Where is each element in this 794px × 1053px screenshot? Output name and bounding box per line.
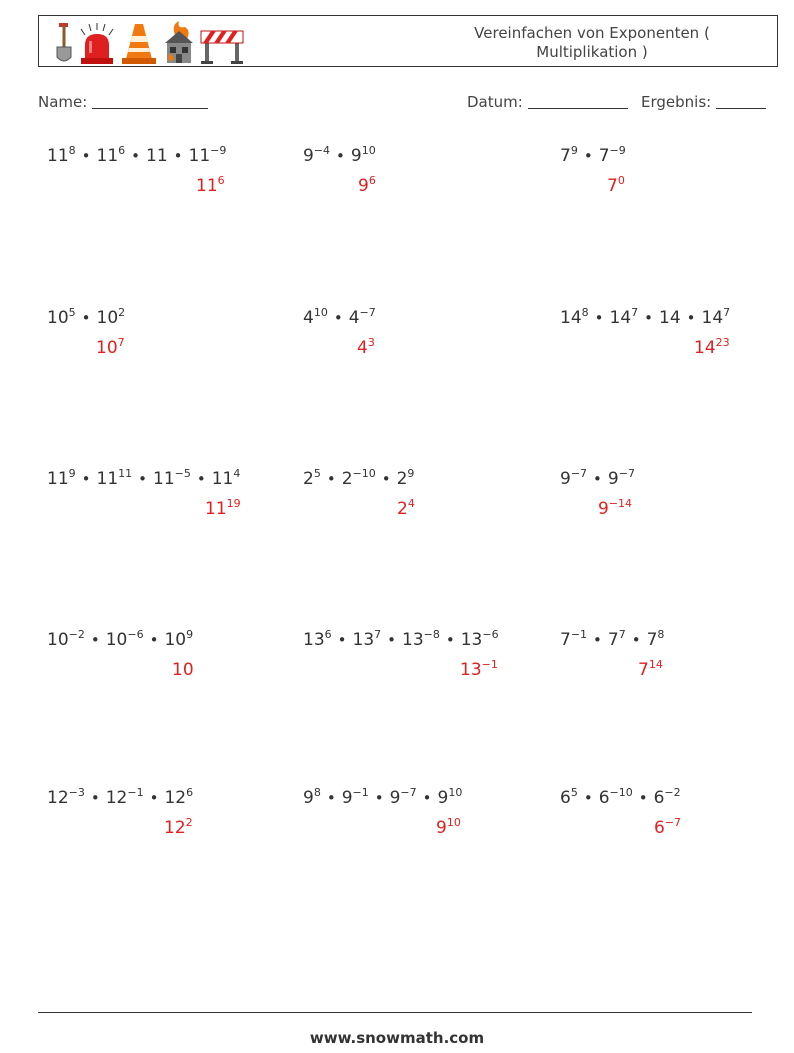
multiply-dot: • bbox=[90, 631, 100, 649]
answer-base: 9 bbox=[358, 176, 369, 196]
term-base: 9 bbox=[303, 788, 314, 808]
answer-exponent: 4 bbox=[407, 497, 415, 510]
term-exponent: 9 bbox=[570, 144, 578, 157]
problem-expression bbox=[560, 308, 730, 328]
term-exponent: 5 bbox=[570, 786, 578, 799]
answer-base: 4 bbox=[357, 338, 368, 358]
term-base: 6 bbox=[598, 788, 610, 808]
answer-exponent: −7 bbox=[664, 816, 682, 829]
term-base: 4 bbox=[348, 308, 360, 328]
answer-exponent: 23 bbox=[715, 336, 730, 349]
multiply-dot: • bbox=[631, 631, 641, 649]
term-exponent: 9 bbox=[68, 467, 76, 480]
term-base: 11 bbox=[211, 469, 234, 489]
term-exponent: 6 bbox=[186, 786, 194, 799]
answer-base: 7 bbox=[638, 660, 649, 680]
multiply-dot: • bbox=[336, 147, 345, 165]
answer-base: 10 bbox=[96, 338, 118, 358]
term-exponent: 5 bbox=[68, 306, 76, 319]
term-base: 10 bbox=[164, 630, 187, 650]
answer-expression bbox=[358, 176, 376, 196]
term-base: 13 bbox=[352, 630, 375, 650]
problem-expression bbox=[47, 308, 125, 328]
term-base: 11 bbox=[96, 469, 119, 489]
term-exponent: −2 bbox=[664, 786, 681, 799]
term-exponent: 8 bbox=[581, 306, 589, 319]
answer-exponent: −1 bbox=[481, 658, 498, 671]
burning-house-icon bbox=[161, 21, 197, 65]
answer-base: 9 bbox=[598, 499, 609, 519]
name-field bbox=[38, 93, 208, 111]
answer-expression bbox=[460, 660, 498, 680]
problem-expression bbox=[47, 788, 193, 808]
name-line[interactable] bbox=[92, 94, 208, 109]
answer-base: 2 bbox=[397, 499, 408, 519]
problem-expression bbox=[560, 630, 664, 650]
problem-expression bbox=[560, 146, 626, 166]
term-base: 10 bbox=[105, 630, 128, 650]
multiply-dot: • bbox=[333, 309, 343, 327]
term-base: 7 bbox=[560, 146, 571, 166]
term-exponent: −9 bbox=[609, 144, 626, 157]
answer-exponent: 0 bbox=[617, 174, 625, 187]
term-base: 14 bbox=[560, 308, 582, 328]
answer-expression bbox=[172, 660, 194, 680]
multiply-dot: • bbox=[387, 631, 396, 649]
multiply-dot: • bbox=[374, 789, 384, 807]
answer-expression bbox=[397, 499, 415, 519]
answer-expression bbox=[436, 818, 461, 838]
term-base: 12 bbox=[105, 788, 128, 808]
answer-exponent: 2 bbox=[185, 816, 193, 829]
problem-expression bbox=[303, 146, 376, 166]
problem-expression bbox=[47, 146, 226, 166]
answer-exponent: 6 bbox=[368, 174, 376, 187]
multiply-dot: • bbox=[638, 789, 648, 807]
multiply-dot: • bbox=[337, 631, 347, 649]
term-exponent: −10 bbox=[609, 786, 633, 799]
date-label: Datum: bbox=[467, 93, 523, 111]
term-base: 6 bbox=[653, 788, 665, 808]
multiply-dot: • bbox=[326, 789, 336, 807]
term-exponent: −7 bbox=[618, 467, 635, 480]
term-exponent: −10 bbox=[352, 467, 376, 480]
multiply-dot: • bbox=[381, 470, 391, 488]
term-exponent: 8 bbox=[657, 628, 665, 641]
term-exponent: 7 bbox=[631, 306, 639, 319]
multiply-dot: • bbox=[445, 631, 455, 649]
multiply-dot: • bbox=[593, 631, 602, 649]
answer-expression bbox=[357, 338, 375, 358]
multiply-dot: • bbox=[583, 147, 593, 165]
multiply-dot: • bbox=[583, 789, 593, 807]
term-base: 9 bbox=[341, 788, 353, 808]
term-exponent: 6 bbox=[118, 144, 126, 157]
answer-base: 9 bbox=[436, 818, 447, 838]
term-exponent: −5 bbox=[174, 467, 191, 480]
term-exponent: 6 bbox=[324, 628, 332, 641]
worksheet-title: Vereinfachen von Exponenten ( Multiplikation ) bbox=[474, 24, 710, 61]
answer-exponent: 7 bbox=[117, 336, 125, 349]
multiply-dot: • bbox=[686, 309, 696, 327]
term-exponent: −7 bbox=[570, 467, 588, 480]
multiply-dot: • bbox=[81, 147, 91, 165]
term-exponent: 2 bbox=[118, 306, 126, 319]
term-base: 10 bbox=[96, 308, 119, 328]
answer-expression bbox=[205, 499, 241, 519]
answer-exponent: 3 bbox=[367, 336, 375, 349]
footer-url: www.snowmath.com bbox=[309, 1029, 485, 1047]
term-base: 7 bbox=[598, 146, 610, 166]
term-exponent: 5 bbox=[313, 467, 321, 480]
multiply-dot: • bbox=[138, 470, 147, 488]
answer-expression bbox=[607, 176, 625, 196]
answer-base: 12 bbox=[164, 818, 186, 838]
traffic-cone-icon bbox=[119, 21, 159, 65]
answer-base: 10 bbox=[172, 660, 194, 680]
problem-expression bbox=[303, 630, 499, 650]
answer-base: 11 bbox=[196, 176, 218, 196]
term-base: 14 bbox=[609, 308, 632, 328]
term-base: 11 bbox=[153, 469, 175, 489]
term-exponent: 4 bbox=[233, 467, 241, 480]
term-exponent: −7 bbox=[400, 786, 417, 799]
term-base: 2 bbox=[341, 469, 353, 489]
problem-expression bbox=[560, 788, 681, 808]
term-base: 14 bbox=[659, 308, 681, 328]
answer-expression bbox=[694, 338, 730, 358]
term-base: 11 bbox=[188, 146, 211, 166]
road-barrier-icon bbox=[199, 21, 245, 65]
problem-expression bbox=[303, 788, 462, 808]
multiply-dot: • bbox=[594, 309, 604, 327]
result-field bbox=[641, 93, 766, 111]
term-exponent: −2 bbox=[68, 628, 85, 641]
term-exponent: 10 bbox=[448, 786, 463, 799]
term-exponent: −9 bbox=[210, 144, 227, 157]
term-exponent: 10 bbox=[361, 144, 376, 157]
term-base: 9 bbox=[389, 788, 401, 808]
term-base: 2 bbox=[303, 469, 314, 489]
answer-base: 11 bbox=[205, 499, 227, 519]
answer-exponent: 19 bbox=[226, 497, 241, 510]
answer-exponent: −14 bbox=[608, 497, 633, 510]
answer-base: 13 bbox=[460, 660, 482, 680]
shovel-icon bbox=[53, 21, 75, 65]
answer-expression bbox=[638, 660, 663, 680]
term-base: 11 bbox=[47, 469, 69, 489]
answer-expression bbox=[96, 338, 125, 358]
term-base: 6 bbox=[560, 788, 571, 808]
term-exponent: −1 bbox=[352, 786, 369, 799]
term-base: 9 bbox=[303, 146, 314, 166]
term-exponent: 8 bbox=[313, 786, 321, 799]
answer-base: 6 bbox=[654, 818, 665, 838]
multiply-dot: • bbox=[90, 789, 100, 807]
term-base: 13 bbox=[402, 630, 424, 650]
term-base: 12 bbox=[164, 788, 187, 808]
problem-expression bbox=[303, 469, 414, 489]
answer-exponent: 10 bbox=[446, 816, 461, 829]
answer-expression bbox=[654, 818, 681, 838]
name-label: Name: bbox=[38, 93, 88, 111]
answer-exponent: 14 bbox=[648, 658, 663, 671]
multiply-dot: • bbox=[422, 789, 432, 807]
term-base: 7 bbox=[560, 630, 571, 650]
term-base: 4 bbox=[303, 308, 314, 328]
term-base: 7 bbox=[607, 630, 619, 650]
term-base: 13 bbox=[460, 630, 483, 650]
term-exponent: 7 bbox=[618, 628, 626, 641]
term-exponent: 9 bbox=[407, 467, 415, 480]
term-exponent: −6 bbox=[127, 628, 144, 641]
multiply-dot: • bbox=[149, 631, 159, 649]
term-base: 9 bbox=[437, 788, 449, 808]
term-exponent: −6 bbox=[482, 628, 499, 641]
multiply-dot: • bbox=[644, 309, 653, 327]
date-line[interactable] bbox=[528, 94, 628, 109]
footer-divider bbox=[38, 1012, 752, 1013]
term-base: 10 bbox=[47, 630, 69, 650]
multiply-dot: • bbox=[196, 470, 206, 488]
multiply-dot: • bbox=[173, 147, 183, 165]
term-exponent: −3 bbox=[68, 786, 85, 799]
term-exponent: 7 bbox=[723, 306, 731, 319]
term-base: 9 bbox=[607, 469, 619, 489]
problem-expression bbox=[47, 469, 240, 489]
term-base: 12 bbox=[47, 788, 69, 808]
siren-icon bbox=[77, 21, 117, 65]
term-base: 13 bbox=[303, 630, 325, 650]
term-exponent: −8 bbox=[423, 628, 440, 641]
multiply-dot: • bbox=[326, 470, 336, 488]
term-base: 11 bbox=[47, 146, 69, 166]
date-field bbox=[467, 93, 628, 111]
term-exponent: 10 bbox=[313, 306, 328, 319]
multiply-dot: • bbox=[81, 470, 91, 488]
term-exponent: −1 bbox=[570, 628, 588, 641]
term-base: 9 bbox=[350, 146, 362, 166]
term-exponent: −1 bbox=[127, 786, 144, 799]
answer-expression bbox=[164, 818, 193, 838]
answer-expression bbox=[598, 499, 632, 519]
term-base: 7 bbox=[646, 630, 658, 650]
multiply-dot: • bbox=[149, 789, 159, 807]
term-exponent: 7 bbox=[374, 628, 382, 641]
result-line[interactable] bbox=[716, 94, 766, 109]
term-base: 11 bbox=[146, 146, 168, 166]
term-exponent: −7 bbox=[359, 306, 376, 319]
problem-expression bbox=[560, 469, 635, 489]
answer-expression bbox=[196, 176, 225, 196]
term-exponent: −4 bbox=[313, 144, 331, 157]
term-base: 9 bbox=[560, 469, 571, 489]
header-icons bbox=[53, 19, 245, 65]
worksheet-header bbox=[38, 15, 778, 67]
problem-expression bbox=[47, 630, 193, 650]
term-exponent: 8 bbox=[68, 144, 76, 157]
term-base: 14 bbox=[701, 308, 724, 328]
problem-expression bbox=[303, 308, 376, 328]
answer-base: 14 bbox=[694, 338, 716, 358]
term-exponent: 9 bbox=[186, 628, 194, 641]
term-exponent: 11 bbox=[118, 467, 133, 480]
multiply-dot: • bbox=[593, 470, 602, 488]
answer-exponent: 6 bbox=[217, 174, 225, 187]
result-label: Ergebnis: bbox=[641, 93, 712, 111]
term-base: 11 bbox=[96, 146, 119, 166]
term-base: 2 bbox=[396, 469, 408, 489]
term-base: 10 bbox=[47, 308, 69, 328]
multiply-dot: • bbox=[81, 309, 91, 327]
multiply-dot: • bbox=[131, 147, 140, 165]
answer-base: 7 bbox=[607, 176, 618, 196]
